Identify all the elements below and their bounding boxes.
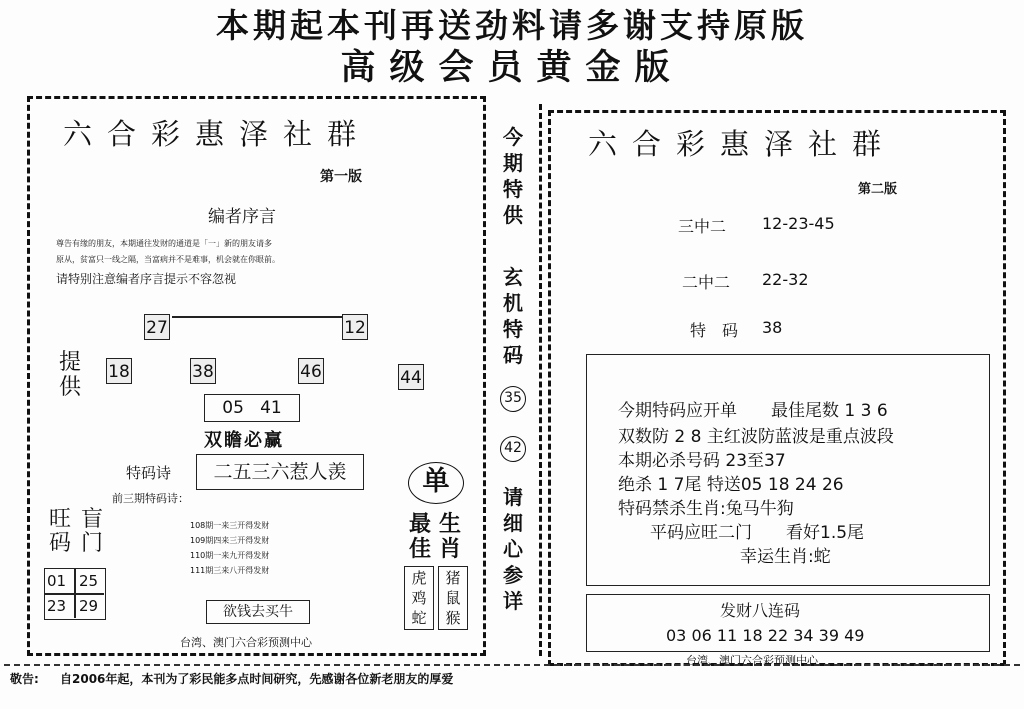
zodiac: 鼠 xyxy=(445,589,461,607)
hint-line: 平码应旺二门 看好1.5尾 xyxy=(650,523,865,543)
hint-line: 绝杀 1 7尾 特送05 18 24 26 xyxy=(618,475,844,495)
bottom-divider xyxy=(4,664,1020,666)
range-end: 12 xyxy=(342,314,368,340)
zodiac: 蛇 xyxy=(411,609,427,627)
best-label: 最佳 xyxy=(408,512,431,562)
provide-number: 38 xyxy=(190,358,216,384)
hint-line: 今期特码应开单 最佳尾数 1 3 6 xyxy=(618,401,888,421)
grid-number: 23 xyxy=(47,597,67,615)
zodiac: 猪 xyxy=(445,569,461,587)
middle-mid-text: 玄机特码 xyxy=(503,265,523,367)
hint-line: 幸运生肖:蛇 xyxy=(740,547,831,567)
poem-label: 特码诗 xyxy=(126,464,172,482)
tema-value: 38 xyxy=(762,318,783,337)
provide-label: 提供 xyxy=(58,350,81,400)
hint-line: 双数防 2 8 主红波防蓝波是重点波段 xyxy=(618,427,894,447)
provide-number: 44 xyxy=(398,364,424,390)
range-start: 27 xyxy=(144,314,170,340)
hint-line: 特码禁杀生肖:兔马牛狗 xyxy=(618,499,794,519)
dan-circle: 单 xyxy=(408,462,464,504)
middle-bottom-text: 请细心参详 xyxy=(503,485,523,613)
number-grid xyxy=(44,568,106,620)
page-header xyxy=(0,6,1024,90)
zodiac: 鸡 xyxy=(411,589,427,607)
preface-line1: 尊告有缘的朋友，本期通往发财的通道是「一」新的朋友请多 xyxy=(56,239,272,248)
range-line xyxy=(172,316,342,318)
shengxiao-label: 生肖 xyxy=(438,512,461,562)
prev-line: 109期四来三开得发财 xyxy=(190,536,270,545)
er-zhong-er-value: 22-32 xyxy=(762,270,809,289)
zodiac: 虎 xyxy=(411,569,427,587)
middle-top-text: 今期特供 xyxy=(503,125,523,227)
facai-title: 发财八连码 xyxy=(720,601,801,620)
notice-label: 敬告: xyxy=(10,672,39,686)
pair-box: 05 41 xyxy=(204,394,300,422)
preface-note: 请特别注意编者序言提示不容忽视 xyxy=(56,272,237,286)
header-line2: 高级会员黄金版 xyxy=(340,47,684,88)
grid-line xyxy=(45,593,104,595)
prev-line: 111期三来八开得发财 xyxy=(190,566,270,575)
tema-label: 特 码 xyxy=(690,321,739,340)
left-edition: 第一版 xyxy=(320,169,362,185)
right-footer: 台湾、澳门六合彩预测中心 xyxy=(686,654,818,667)
hint-line: 本期必杀号码 23至37 xyxy=(618,451,786,471)
san-zhong-er-value: 12-23-45 xyxy=(762,214,835,233)
right-title: 六合彩惠泽社群 xyxy=(588,127,897,161)
grid-number: 25 xyxy=(79,572,99,590)
provide-number: 46 xyxy=(298,358,324,384)
zodiac: 猴 xyxy=(445,609,461,627)
wangma-label: 旺码 xyxy=(48,507,71,556)
prev-line: 110期一来九开得发财 xyxy=(190,551,270,560)
preface-line2: 原从，贫富只一线之隔，当富病并不是难事，机会就在你眼前。 xyxy=(56,255,280,264)
prev-label: 前三期特码诗： xyxy=(112,492,189,505)
poem-box: 二五三六惹人羡 xyxy=(196,454,364,490)
provide-number: 18 xyxy=(106,358,132,384)
right-edition: 第二版 xyxy=(858,182,898,197)
grid-number: 29 xyxy=(79,597,99,615)
notice-text: 自2006年起，本刊为了彩民能多点时间研究，先感谢各位新老朋友的厚爱 xyxy=(60,672,454,686)
san-zhong-er-label: 三中二 xyxy=(678,217,727,236)
middle-number: 35 xyxy=(500,386,526,412)
er-zhong-er-label: 二中二 xyxy=(682,273,731,292)
grid-number: 01 xyxy=(47,572,67,590)
header-line1: 本期起本刊再送劲料请多谢支持原版 xyxy=(216,6,808,45)
preface-title: 编者序言 xyxy=(208,207,276,227)
prev-line: 108期一来三开得发财 xyxy=(190,521,270,530)
buy-box: 欲钱去买牛 xyxy=(206,600,310,624)
slogan: 双瞻必赢 xyxy=(204,430,284,451)
zodiac-box-b xyxy=(438,566,468,630)
middle-number: 42 xyxy=(500,436,526,462)
zodiac-box-a xyxy=(404,566,434,630)
left-title: 六合彩惠泽社群 xyxy=(63,117,372,151)
mangmen-label: 盲门 xyxy=(80,507,103,556)
left-footer: 台湾、澳门六合彩预测中心 xyxy=(180,636,312,649)
facai-numbers: 03 06 11 18 22 34 39 49 xyxy=(666,626,865,645)
